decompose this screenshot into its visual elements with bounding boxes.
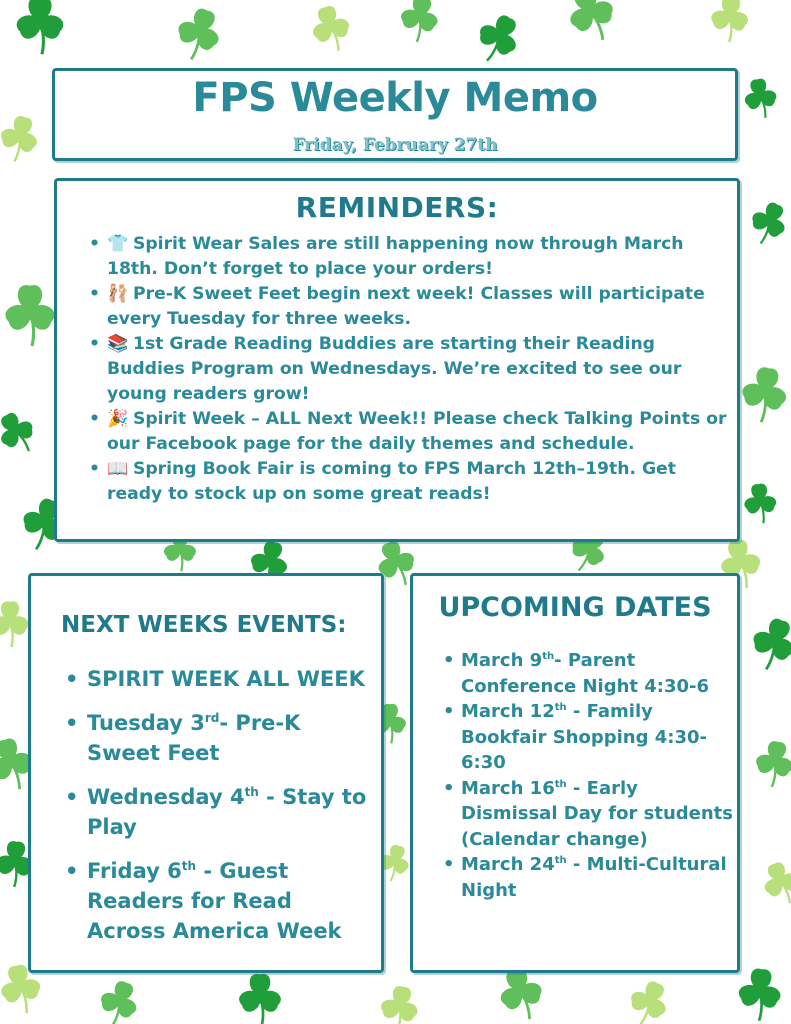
shamrock-icon (14, 0, 66, 54)
shamrock-icon (734, 961, 786, 1022)
date-item: • March 12th - Family Bookfair Shopping 4:30-6:30 (461, 699, 733, 776)
shamrock-icon (740, 478, 779, 525)
reminder-text: Spirit Wear Sales are still happening now through March 18th. Don’t forget to place your orders! (107, 234, 684, 279)
reminders-heading: REMINDERS: (295, 191, 499, 224)
open-book-icon: 📖 (107, 459, 129, 479)
t-shirt-icon: 👕 (107, 234, 129, 254)
shamrock-icon (754, 853, 791, 911)
reminder-text: Pre-K Sweet Feet begin next week! Classes will participate every Tuesday for three weeks. (107, 284, 705, 329)
books-icon: 📚 (107, 334, 129, 354)
shamrock-icon (0, 401, 44, 461)
reminders-panel (54, 178, 740, 542)
party-popper-icon: 🎉 (107, 409, 129, 429)
upcoming-heading: UPCOMING DATES (438, 592, 712, 623)
reminder-item (107, 332, 727, 407)
shamrock-icon (0, 107, 46, 167)
date-item: • March 16th - Early Dismissal Day for students (Calendar change) (461, 776, 733, 853)
reminder-item (107, 232, 727, 282)
shamrock-icon (375, 978, 424, 1024)
shamrock-icon (304, 0, 357, 56)
shamrock-icon (742, 192, 791, 251)
reminder-text: 1st Grade Reading Buddies are starting their Reading Buddies Program on Wednesdays. We’re excited to see our young readers grow! (107, 334, 682, 404)
event-item: • Tuesday 3rd- Pre-K Sweet Feet (87, 708, 377, 768)
shamrock-icon (557, 0, 624, 49)
event-item: • SPIRIT WEEK ALL WEEK (87, 664, 377, 694)
memo-date: Friday, February 27th (292, 135, 498, 155)
events-heading: NEXT WEEKS EVENTS: (61, 612, 347, 638)
next-weeks-events-panel (28, 573, 384, 973)
reminder-item (107, 407, 727, 457)
reminder-item (107, 457, 727, 507)
events-list (87, 664, 377, 960)
reminder-text: Spring Book Fair is coming to FPS March 12th–19th. Get ready to stock up on some great reads! (107, 459, 676, 504)
reminder-text: Spirit Week – ALL Next Week!! Please check Talking Points or our Facebook page for the daily themes and schedule. (107, 409, 727, 454)
date-item: • March 9th- Parent Conference Night 4:30-6 (461, 648, 733, 699)
shamrock-icon (0, 596, 31, 647)
shamrock-icon (3, 278, 58, 346)
shamrock-icon (739, 72, 782, 122)
shamrock-icon (620, 970, 679, 1024)
shamrock-icon (743, 607, 791, 677)
shamrock-icon (395, 0, 444, 45)
ballet-shoes-icon: 🩰 (107, 284, 129, 304)
shamrock-icon (750, 733, 791, 790)
shamrock-icon (467, 2, 532, 71)
memo-title: FPS Weekly Memo (192, 75, 598, 121)
event-item: • Friday 6th - Guest Readers for Read Across America Week (87, 856, 377, 946)
shamrock-icon (168, 0, 232, 67)
shamrock-icon (91, 971, 147, 1024)
shamrock-icon (735, 358, 791, 427)
event-item: • Wednesday 4th - Stay to Play (87, 782, 377, 842)
shamrock-icon (707, 0, 752, 44)
shamrock-icon (237, 968, 284, 1024)
date-item: • March 24th - Multi-Cultural Night (461, 852, 733, 903)
reminder-item (107, 282, 727, 332)
upcoming-dates-panel (410, 573, 740, 973)
upcoming-dates-list (461, 648, 733, 903)
reminders-list (57, 232, 737, 507)
title-banner (52, 68, 738, 161)
